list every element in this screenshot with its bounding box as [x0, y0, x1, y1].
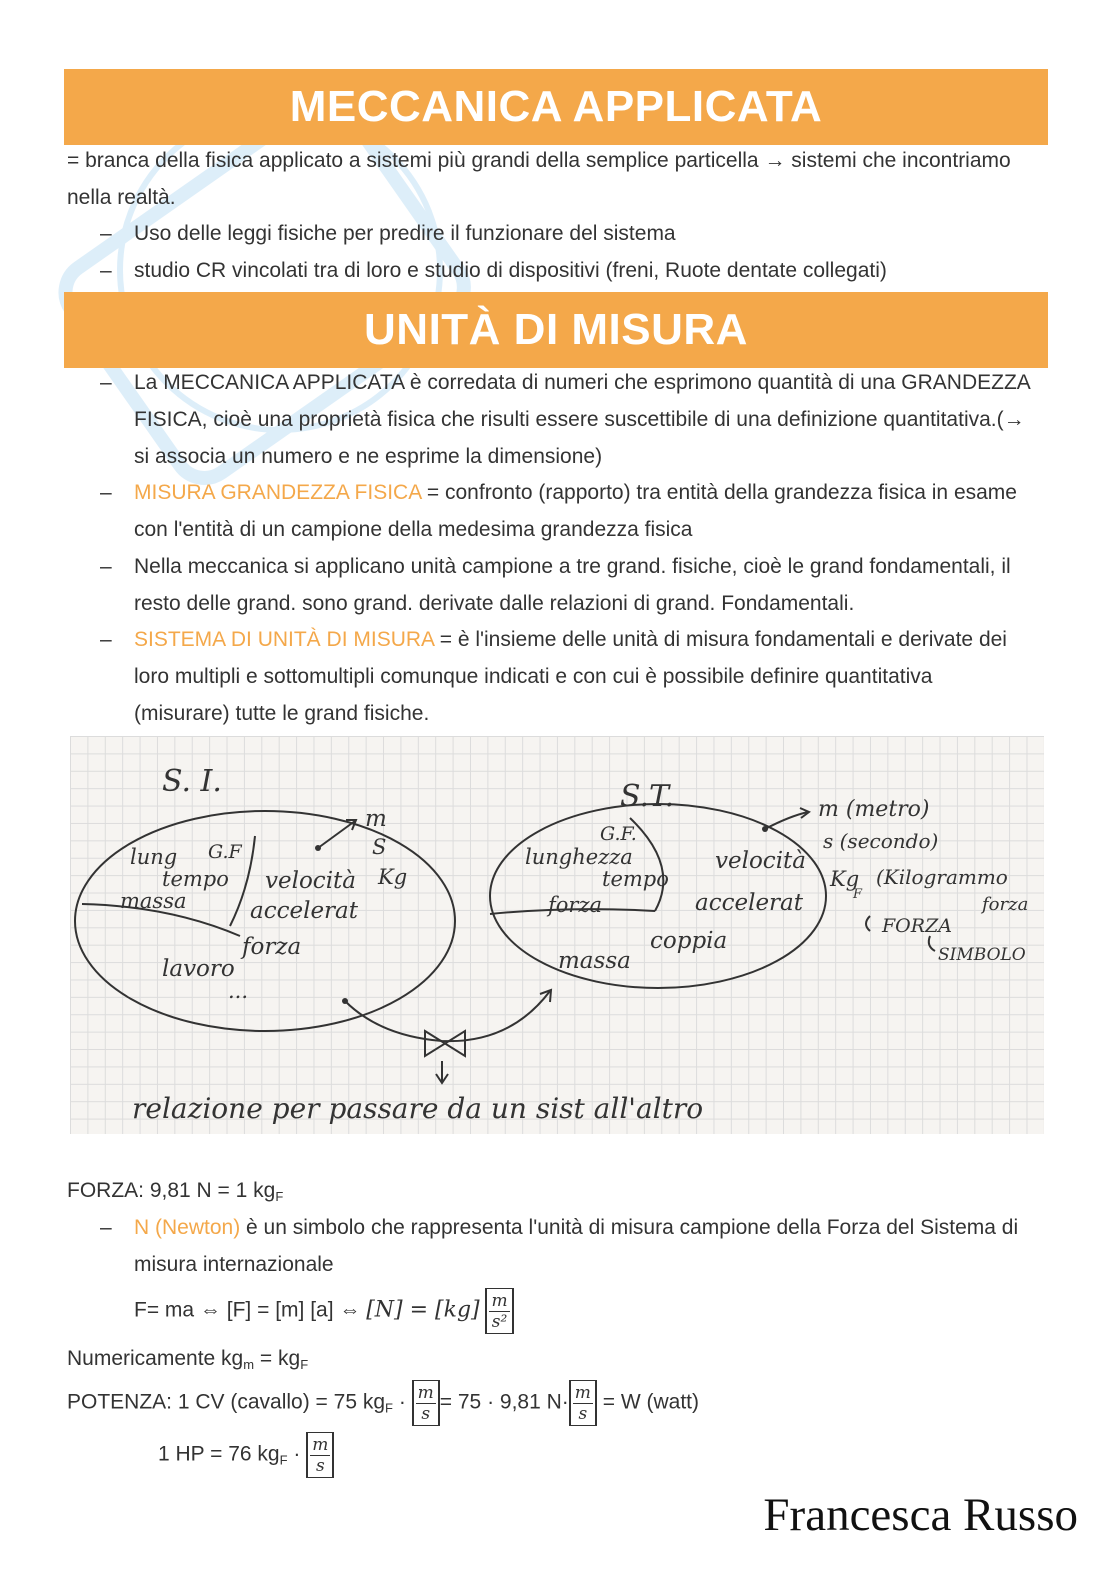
svg-text:Kg: Kg [378, 865, 408, 889]
term-misura-grandezza-fisica: MISURA GRANDEZZA FISICA [134, 481, 422, 504]
st-label: S.T. [620, 779, 675, 814]
list-item: – Nella meccanica si applicano unità campione a tre grand. fisiche, cioè le grand fondamentali, il resto delle grand. sono grand. derivate dalle relazioni di grand. Fondamentali. [100, 555, 1011, 615]
svg-text:s (secondo): s (secondo) [823, 829, 939, 853]
svg-text:lavoro: lavoro [162, 956, 235, 982]
svg-text:forza: forza [242, 934, 302, 960]
svg-text:m: m [365, 806, 387, 832]
svg-text:G.F: G.F [208, 841, 242, 863]
relation-caption: relazione per passare da un sist all'altro [132, 1092, 704, 1125]
list-item: – SISTEMA DI UNITÀ DI MISURA = è l'insieme delle unità di misura fondamentali e derivate dei loro multipli e sottomultipli comunque indicati e con cui è possibile definire quantitativa (misurare) tutte le grand fisiche. [100, 628, 1007, 725]
list-item: – N (Newton) è un simbolo che rappresenta l'unità di misura campione della Forza del Sistema di misura internazionale [100, 1216, 1019, 1276]
svg-text:lunghezza: lunghezza [525, 845, 633, 869]
term-newton: N (Newton) [134, 1216, 241, 1239]
svg-text:accelerat: accelerat [695, 890, 804, 916]
title-unita-di-misura: UNITÀ DI MISURA [64, 292, 1048, 368]
svg-text:m (metro): m (metro) [818, 797, 930, 822]
svg-text:tempo: tempo [162, 867, 229, 891]
svg-text:SIMBOLO: SIMBOLO [938, 945, 1026, 965]
svg-text:velocità: velocità [715, 848, 807, 874]
svg-text:G.F.: G.F. [600, 823, 637, 845]
svg-text:F: F [853, 887, 863, 902]
svg-text:S: S [372, 835, 387, 859]
term-sistema-unita: SISTEMA DI UNITÀ DI MISURA [134, 628, 434, 651]
equation-newton: F= ma ⇔ [F] = [m] [a] ⇔ [N] = [kg] $\frac{m}{\text{s²}}$ [134, 1288, 514, 1334]
intro-text: = branca della fisica applicato a sistemi più grandi della semplice particella → sistemi che incontriamo nella realtà. [67, 149, 1011, 209]
svg-text:FORZA: FORZA [882, 915, 952, 937]
svg-text:forza: forza [548, 893, 603, 917]
svg-text:forza: forza [982, 894, 1029, 915]
svg-text:accelerat: accelerat [250, 898, 359, 924]
handwritten-diagram [70, 736, 1044, 1134]
hp-line: 1 HP = 76 $kg_F$ · $\frac{m}{s}$ [158, 1432, 334, 1483]
svg-text:(Kilogrammo: (Kilogrammo [876, 865, 1008, 889]
svg-text:lung: lung [130, 845, 178, 869]
svg-text:velocità: velocità [265, 868, 357, 894]
potenza-line: POTENZA: 1 CV (cavallo) = 75 $kg_F$ · $\frac{m}{s}$ = 75 · 9,81 N· $\frac{m}{s}$ = W (watt) [67, 1380, 699, 1431]
title-meccanica-applicata: MECCANICA APPLICATA [64, 69, 1048, 145]
si-label: S. I. [162, 764, 222, 799]
svg-text:tempo: tempo [602, 867, 669, 891]
list-item: – Uso delle leggi fisiche per predire il funzionare del sistema [100, 222, 676, 245]
forza-line: FORZA: 9,81 N = 1 $kg_F$ [67, 1179, 284, 1204]
list-item: – MISURA GRANDEZZA FISICA = confronto (rapporto) tra entità della grandezza fisica in esame con l'entità di un campione della medesima grandezza fisica [100, 481, 1017, 541]
kg-equivalence: Numericamente $kg_m = kg_F$ [67, 1347, 309, 1372]
svg-text:Kg: Kg [830, 867, 860, 891]
svg-text:...: ... [228, 979, 249, 1003]
list-item: – studio CR vincolati tra di loro e studio di dispositivi (freni, Ruote dentate collegati) [100, 259, 887, 282]
svg-text:coppia: coppia [650, 928, 728, 954]
svg-text:massa: massa [120, 889, 187, 913]
svg-text:massa: massa [558, 948, 631, 974]
author-signature: Francesca Russo [763, 1489, 1078, 1541]
list-item: – La MECCANICA APPLICATA è corredata di numeri che esprimono quantità di una GRANDEZZA FISICA, cioè una proprietà fisica che risulti essere suscettibile di una definizione quantitativa.(→ si associa un numero e ne esprime la dimensione) [100, 371, 1030, 468]
